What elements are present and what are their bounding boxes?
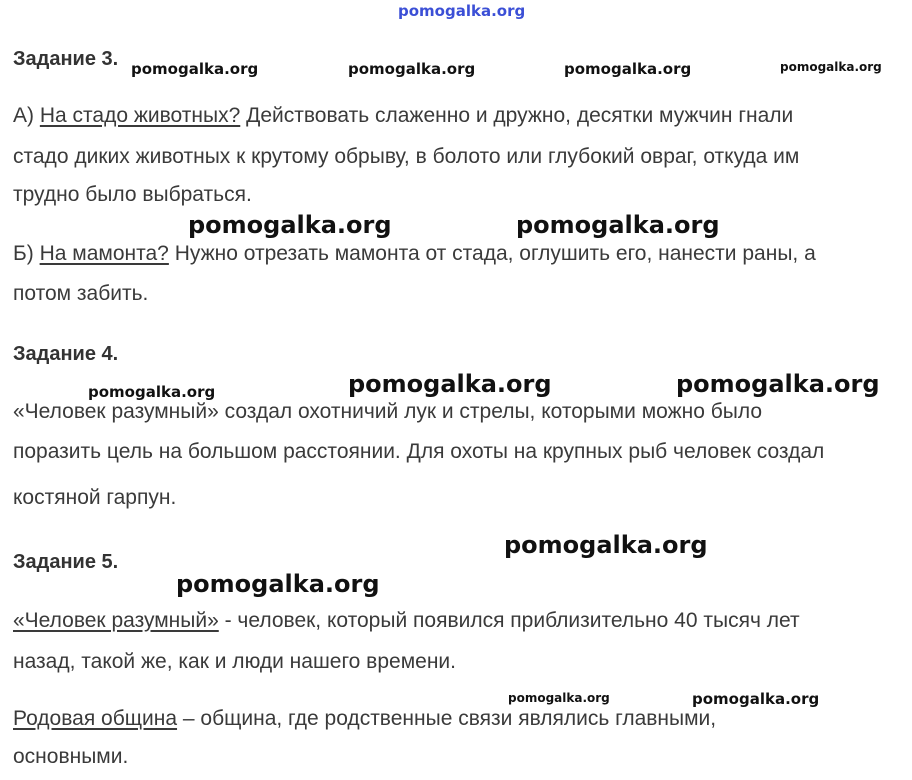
watermark: pomogalka.org xyxy=(188,211,392,239)
answer-b-question: На мамонта? xyxy=(39,242,169,265)
definition-text: - человек, который появился приблизительно 40 тысяч лет xyxy=(218,609,800,632)
task4-line3: костяной гарпун. xyxy=(13,486,177,509)
watermark: pomogalka.org xyxy=(131,60,259,78)
task3-answer-a-line2: стадо диких животных к крутому обрыву, в болото или глубокий овраг, откуда им xyxy=(13,145,800,168)
answer-b-prefix: Б) xyxy=(13,242,40,265)
task3-heading: Задание 3. xyxy=(13,48,119,70)
watermark: pomogalka.org xyxy=(88,383,216,401)
task3-answer-b-line1 xyxy=(13,242,816,266)
watermark: pomogalka.org xyxy=(348,370,552,398)
term-homo-sapiens: «Человек разумный» xyxy=(13,609,219,632)
watermark: pomogalka.org xyxy=(516,211,720,239)
answer-a-prefix: А) xyxy=(13,104,40,127)
term-clan-community: Родовая община xyxy=(13,707,178,730)
watermark: pomogalka.org xyxy=(692,690,820,708)
task3-answer-b-line2: потом забить. xyxy=(13,282,149,305)
answer-a-text: Действовать слаженно и дружно, десятки мужчин гнали xyxy=(240,104,794,127)
task5-definition-2-line1 xyxy=(13,707,716,731)
answer-a-question: На стадо животных? xyxy=(39,104,241,127)
task3-answer-a-line3: трудно было выбраться. xyxy=(13,183,252,206)
watermark-top: pomogalka.org xyxy=(398,2,526,20)
answer-b-text: Нужно отрезать мамонта от стада, оглушить его, нанести раны, а xyxy=(168,242,816,265)
task5-definition-1-line1 xyxy=(13,609,800,633)
task3-answer-a-line1 xyxy=(13,104,793,128)
task5-definition-2-line2: основными. xyxy=(13,745,129,768)
watermark: pomogalka.org xyxy=(348,60,476,78)
task5-heading: Задание 5. xyxy=(13,551,119,573)
task4-line2: поразить цель на большом расстоянии. Для охоты на крупных рыб человек создал xyxy=(13,440,825,463)
watermark: pomogalka.org xyxy=(780,60,882,74)
watermark: pomogalka.org xyxy=(176,570,380,598)
watermark: pomogalka.org xyxy=(564,60,692,78)
watermark: pomogalka.org xyxy=(676,370,880,398)
watermark: pomogalka.org xyxy=(508,691,610,705)
watermark: pomogalka.org xyxy=(504,531,708,559)
task5-definition-1-line2: назад, такой же, как и люди нашего времени. xyxy=(13,650,456,673)
task4-line1: «Человек разумный» создал охотничий лук и стрелы, которыми можно было xyxy=(13,400,763,423)
task4-heading: Задание 4. xyxy=(13,343,119,365)
definition-text: – община, где родственные связи являлись главными, xyxy=(177,707,717,730)
